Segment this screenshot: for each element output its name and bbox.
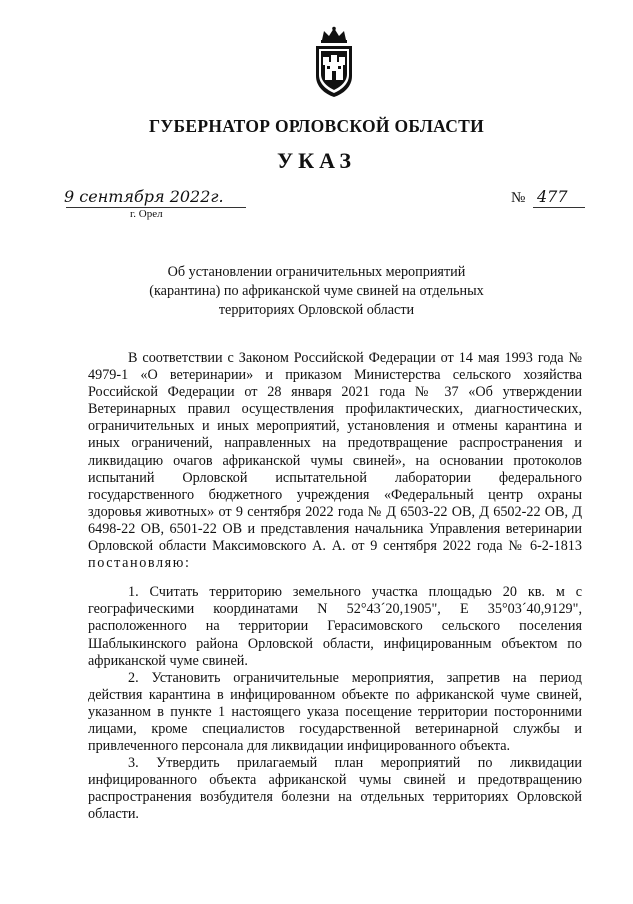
- clause-1: 1. Считать территорию земельного участка площадью 20 кв. м с географическими координатами N 52°43´20,1905", E 35°03´40,9129", расположенного на территории Герасимовского сельского поселения Шаблыкинского района Орловской области, инфицированным объектом по африканской чуме свиней.: [88, 584, 582, 669]
- decree-keyword: постановляю:: [88, 555, 191, 572]
- number-label: №: [511, 190, 526, 206]
- decree-body: [88, 350, 582, 824]
- preamble-text: В соответствии с Законом Российской Федерации от 14 мая 1993 года № 4979-1 «О ветеринарии» и приказом Министерства сельского хозяйства Российской Федерации от 28 января 2021 года № 37 «Об утверждении Ветеринарных правил осуществления профилактических, диагностических, ограничительных и иных мероприятий, установления и отмены карантина и иных ограничений, направленных на предотвращение распространения и ликвидацию очагов африканской чумы свиней», на основании протоколов испытаний Орловской испытательной лаборатории федерального государственного бюджетного учреждения «Федеральный центр охраны здоровья животных» от 9 сентября 2022 года № Д 6503-22 ОВ, Д 6502-22 ОВ, Д 6498-22 ОВ, 6501-22 ОВ и представления начальника Управления ветеринарии Орловской области Максимовского А. А. от 9 сентября 2022 года № 6-2-1813: [88, 350, 582, 555]
- issue-city: г. Орел: [130, 208, 163, 220]
- document-type: УКАЗ: [276, 148, 357, 173]
- clause-3: 3. Утвердить прилагаемый план мероприятий по ликвидации инфицированного объекта африканской чумы свиней и предотвращению распространения возбудителя болезни на отдельных территориях Орловской области.: [88, 755, 582, 823]
- issuing-authority: ГУБЕРНАТОР ОРЛОВСКОЙ ОБЛАСТИ: [148, 116, 485, 136]
- preamble-paragraph: [88, 350, 582, 572]
- subject-line: Об установлении ограничительных мероприятий: [167, 264, 466, 280]
- subject-line: (карантина) по африканской чуме свиней на отдельных: [149, 283, 484, 299]
- handwritten-date: 9 сентября 2022г.: [64, 187, 224, 206]
- handwritten-number: 477: [537, 187, 568, 206]
- coat-of-arms-icon: [310, 26, 358, 98]
- decree-subject: [0, 263, 633, 320]
- subject-line: территориях Орловской области: [218, 302, 415, 318]
- clause-2: 2. Установить ограничительные мероприятия, запретив на период действия карантина в инфицированном объекте по африканской чуме свиней, указанном в пункте 1 настоящего указа посещение территории посторонними лицами, кроме специалистов государственной ветеринарной службы и привлеченного персонала для ликвидации инфицированного объекта.: [88, 669, 582, 755]
- number-underline: [533, 207, 585, 208]
